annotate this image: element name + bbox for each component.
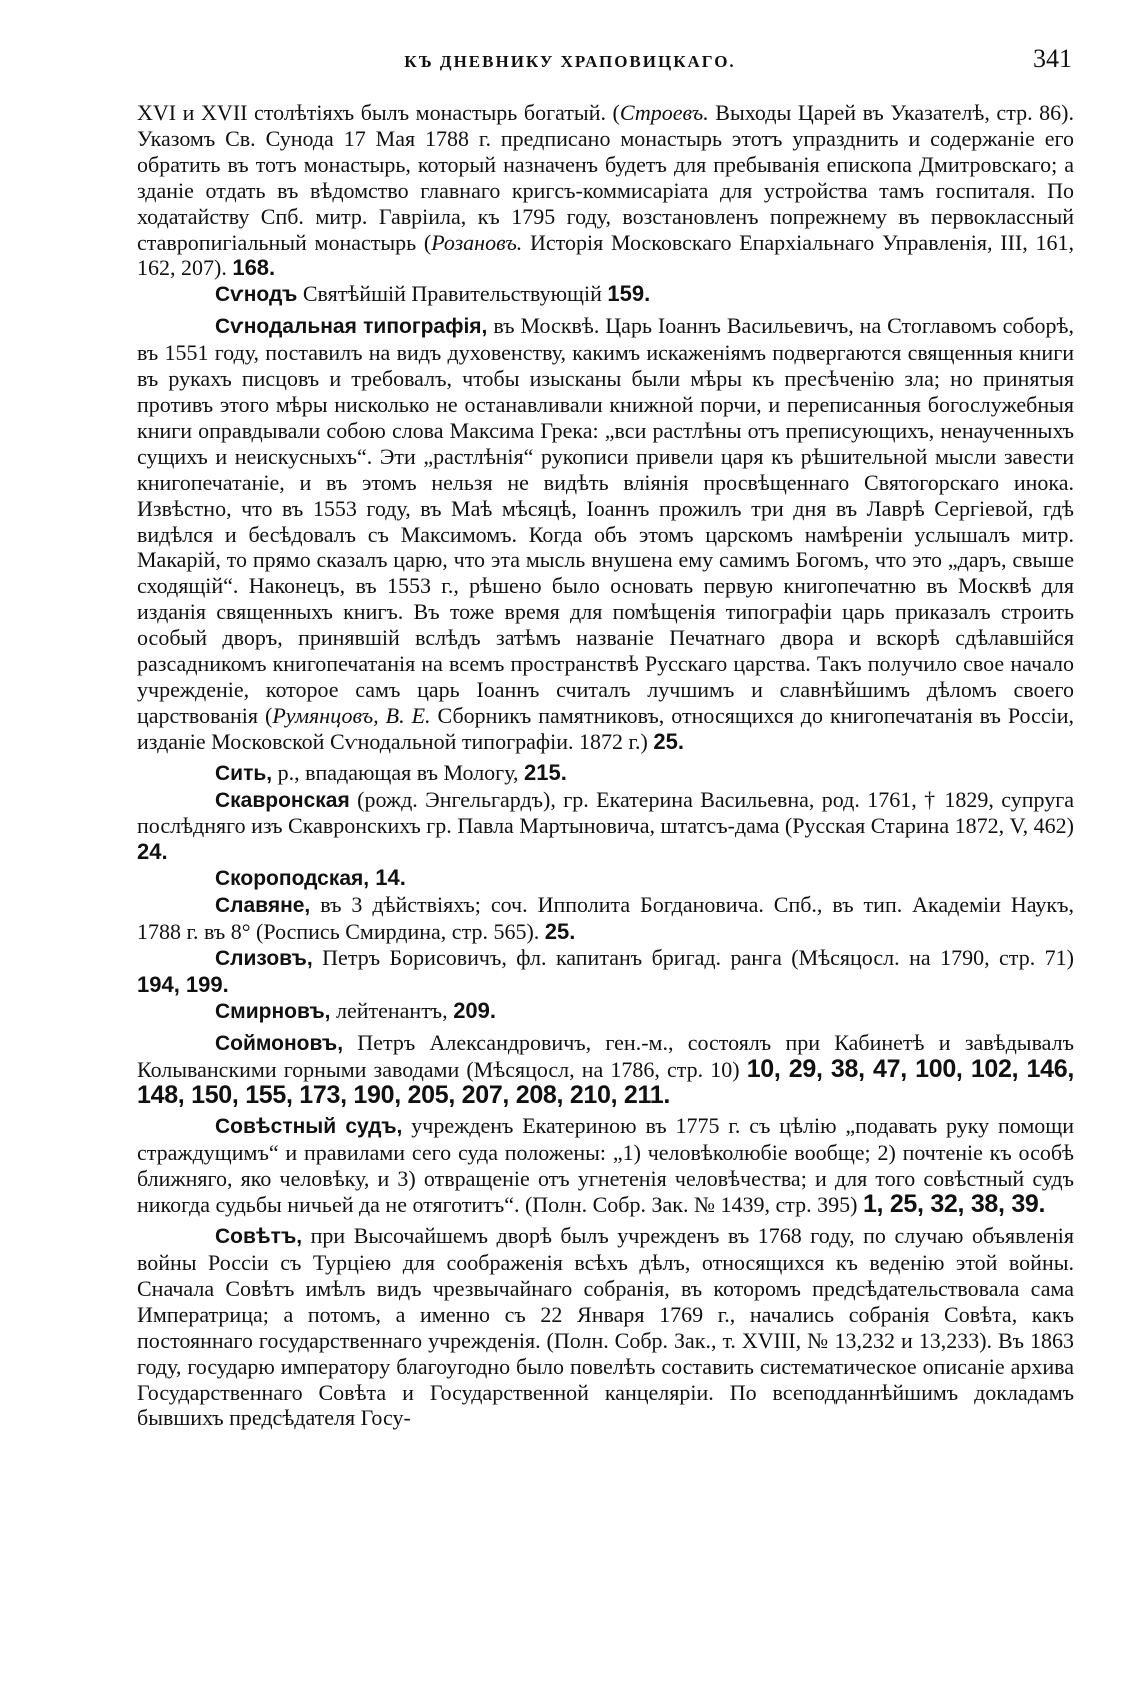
headword: Сѵнодъ: [215, 283, 298, 307]
page-refs: 215.: [524, 759, 567, 785]
entry-synodal-typography: Сѵнодальная типографія, въ Москвѣ. Царь Іоаннъ Васильевичъ, на Стоглавомъ соборѣ, въ 1551 году, поставилъ на видъ духовенству, какимъ искаженіямъ подвергаются священныя книги въ рукахъ писцовъ и требовалъ, чтобы изысканы были мѣры къ пресѣченію зла; но принятыя противъ этого мѣры нисколько не останавливали книжной порчи, и переписанныя богослужебныя книги оправдывали собою слова Максима Грека: „вси растлѣны отъ преписующихъ, ненаученныхъ сущихъ и неискусныхъ“. Эти „растлѣнія“ рукописи привели царя къ рѣшительной мысли завести книгопечатаніе, и въ этомъ нельзя не видѣть вліянія просвѣщеннаго Святогорскаго инока. Извѣстно, что въ 1553 году, въ Маѣ мѣсяцѣ, Іоаннъ прожилъ три дня въ Лаврѣ Сергіевой, гдѣ видѣлся и бесѣдовалъ съ Максимомъ. Когда объ этомъ царскомъ намѣреніи услышалъ митр. Макарій, то прямо сказалъ царю, что эта мысль внушена ему самимъ Богомъ, что это „даръ, свыше сходящій“. Наконецъ, въ 1553 г., рѣшено было основать первую книгопечатню въ Москвѣ для изданія священныхъ книгъ. Въ тоже время для помѣщенія типографіи царь приказалъ строить особый дворъ, принявшій вслѣдъ затѣмъ названіе Печатнаго двора и вскорѣ сдѣлавшійся разсадникомъ книгопечатанія на всемъ пространствѣ Русскаго царства. Такъ получило свое начало учрежденіе, которое самъ царь Іоаннъ считалъ лучшимъ и славнѣйшимъ дѣломъ своего царствованія (Румянцовъ, В. Е. Сборникъ памятниковъ, относящихся до книгопечатанія въ Россіи, изданіе Московской Сѵнодальной типографіи. 1872 г.) 25.: [137, 313, 1074, 754]
page-refs: 194, 199.: [137, 971, 229, 997]
entry-soimonov: Соймоновъ, Петръ Александровичъ, ген.-м., состоялъ при Кабинетѣ и завѣдывалъ Колыванскими горными заводами (Мѣсяцосл, на 1786, стр. 10) 10, 29, 38, 47, 100, 102, 146, 148, 150, 155, 173, 190, 205, 207, 208, 210, 211.: [137, 1029, 1074, 1109]
page-refs: 25.: [544, 919, 576, 945]
headword: Скороподская,: [215, 867, 370, 891]
headword: Смирновъ,: [215, 999, 331, 1023]
page-refs: 10, 29, 38, 47, 100, 102, 146, 148, 150, 155, 173, 190, 205, 207, 208, 210, 211.: [137, 1054, 1074, 1109]
headword: Скавронская: [215, 788, 350, 812]
entry-sit: Сить, р., впадающая въ Мологу, 215.: [215, 759, 567, 785]
page-refs: 14.: [369, 865, 406, 891]
page-body: [137, 100, 1074, 1431]
page-refs: 168.: [232, 255, 276, 281]
entry-synod: Сѵнодъ Святѣйшій Правительствующій 159.: [215, 281, 651, 307]
entry-sovestny-sud: Совѣстный судъ, учрежденъ Екатериною въ 1775 г. съ цѣлію „подавать руку помощи страждущимъ“ и правилами сего суда положены: „1) человѣколюбіе вообще; 2) почтеніе къ особѣ ближняго, яко человѣку, и 3) отвращеніе отъ угнетенія человѣчества; и для того совѣстный судъ никогда судьбы ничьей да не отяготитъ“. (Полн. Собр. Зак. № 1439, стр. 395) 1, 25, 32, 38, 39.: [137, 1113, 1074, 1219]
page-refs: 25.: [653, 728, 684, 754]
running-head: КЪ ДНЕВНИКУ ХРАПОВИЦКАГО.: [404, 52, 736, 71]
page-header: [0, 44, 1140, 84]
headword: Сѵнодальная типографія,: [215, 315, 488, 339]
page-refs: 209.: [453, 997, 497, 1023]
page-refs: 24.: [137, 839, 168, 865]
entry-continuation: XVI и XVII столѣтіяхъ былъ монастырь богатый. (Строевъ. Выходы Царей въ Указателѣ, стр. 86). Указомъ Св. Сунода 17 Мая 1788 г. предписано монастырь этотъ упразднить и содержаніе его обратить въ тотъ монастырь, который назначенъ будетъ для пребыванія епископа Дмитровскаго; а зданіе отдать въ вѣдомство главнаго кригсъ-коммисаріата для устройства тамъ госпиталя. По ходатайству Спб. митр. Гавріила, къ 1795 году, возстановленъ попрежнему въ первоклассный ставропигіальный монастырь (Розановъ. Исторія Московскаго Епархіальнаго Управленія, III, 161, 162, 207). 168.: [137, 100, 1074, 281]
headword: Слизовъ,: [215, 947, 313, 970]
entry-smirnov: Смирновъ, лейтенантъ, 209.: [215, 997, 497, 1023]
entry-slizov: Слизовъ, Петръ Борисовичъ, фл. капитанъ бригад. ранга (Мѣсяцосл. на 1790, стр. 71) 194, 199.: [137, 945, 1074, 997]
headword: Совѣтъ,: [215, 1225, 303, 1249]
page-refs: 159.: [607, 281, 651, 307]
headword: Славяне,: [215, 894, 311, 918]
headword: Совѣстный судъ,: [215, 1115, 403, 1139]
entry-sovet: Совѣтъ, при Высочайшемъ дворѣ былъ учрежденъ въ 1768 году, по случаю объявленія войны Россіи съ Турціею для соображенія всѣхъ дѣлъ, относящихся къ веденію этой войны. Сначала Совѣтъ имѣлъ видъ чрезвычайнаго собранія, въ которомъ предсѣдательствовала сама Императрица; а потомъ, а именно съ 22 Января 1769 г., начались собранія Совѣта, какъ постояннаго государственнаго учрежденія. (Полн. Собр. Зак., т. XVIII, № 13,232 и 13,233). Въ 1863 году, государю императору благоугодно было повелѣть составить систематическое описаніе архива Государственнаго Совѣта и Государственной канцеляріи. По всеподданнѣйшимъ докладамъ бывшихъ предсѣдателя Госу-: [137, 1223, 1074, 1431]
page-number: 341: [1033, 44, 1072, 73]
headword: Сить,: [215, 761, 273, 785]
page-refs: 1, 25, 32, 38, 39.: [862, 1190, 1046, 1219]
entry-slavyane: Славяне, въ 3 дѣйствіяхъ; соч. Ипполита Богдановича. Спб., въ тип. Академіи Наукъ, 1788 г. въ 8° (Роспись Смирдина, стр. 565). 25.: [137, 892, 1074, 945]
entry-skoropodskaya: [137, 865, 1074, 892]
headword: Соймоновъ,: [215, 1031, 344, 1055]
entry-skavronskaya: Скавронская (рожд. Энгельгардъ), гр. Екатерина Васильевна, род. 1761, † 1829, супруга послѣдняго изъ Скавронскихъ гр. Павла Мартыновича, штатсъ-дама (Русская Старина 1872, V, 462) 24.: [137, 786, 1074, 865]
